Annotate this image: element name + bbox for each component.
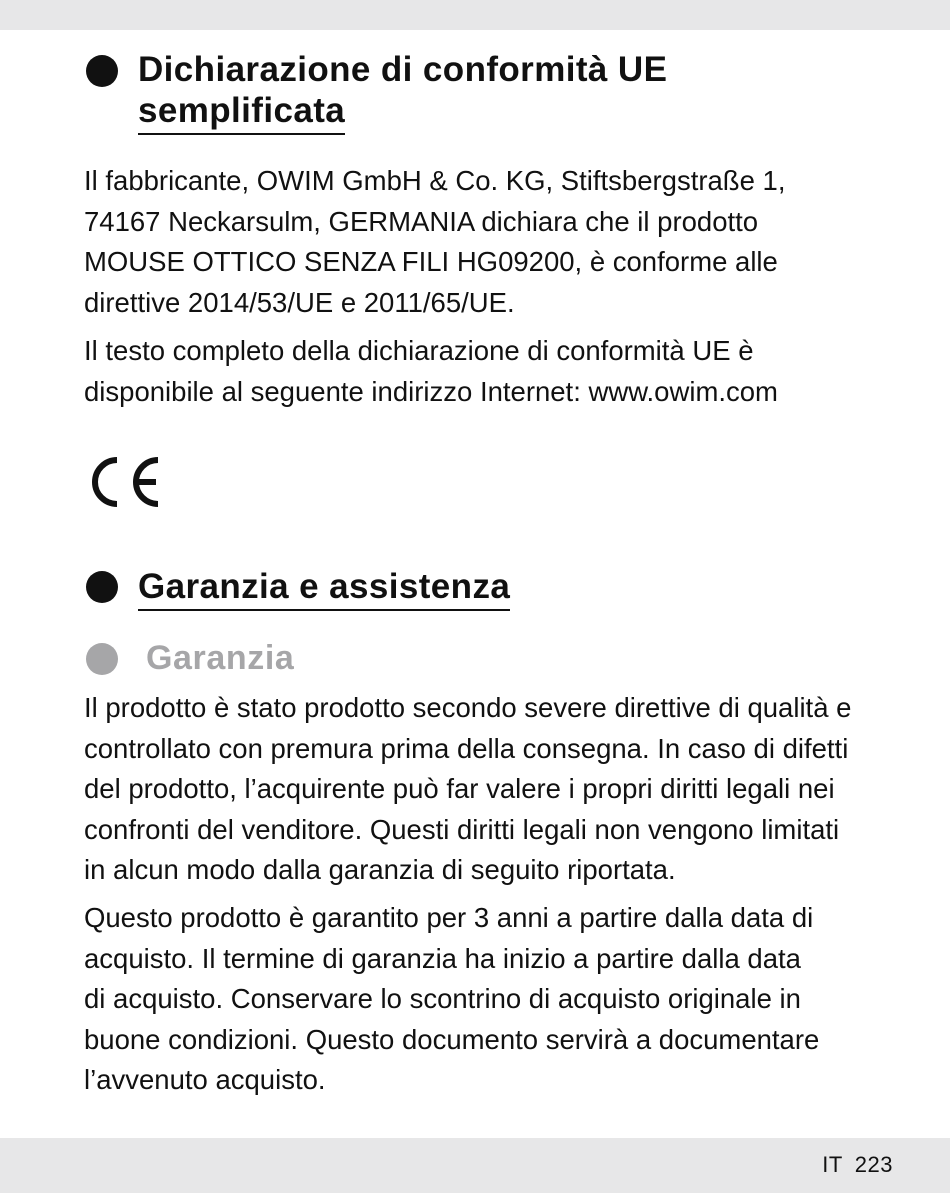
subheading-bullet-icon: [86, 643, 118, 675]
text-line: 74167 Neckarsulm, GERMANIA dichiara che il prodotto: [84, 205, 759, 237]
text-line: l’avvenuto acquisto.: [84, 1064, 326, 1095]
top-band: [0, 0, 950, 30]
warranty-heading-text: Garanzia e assistenza: [138, 567, 510, 611]
text-line: confronti del venditore. Questi diritti legali non vengono limitati: [84, 813, 840, 845]
text-line: controllato con premura prima della consegna. In caso di difetti: [84, 732, 849, 764]
text-line: acquisto. Il termine di garanzia ha inizio a partire dalla data: [84, 942, 801, 974]
text-line: Il testo completo della dichiarazione di conformità UE è: [84, 335, 754, 366]
warranty-paragraph-2: [84, 898, 904, 1101]
warranty-heading: [138, 566, 510, 607]
heading-bullet-icon: [86, 571, 118, 603]
text-line: del prodotto, l’acquirente può far valere i propri diritti legali nei: [84, 773, 835, 804]
ce-mark-icon: [84, 454, 162, 510]
page-number: 223: [854, 1152, 893, 1177]
declaration-paragraph-2: [84, 331, 904, 412]
declaration-heading-line2: semplificata: [138, 91, 345, 135]
warranty-subheading: Garanzia: [146, 639, 295, 677]
text-line: Il fabbricante, OWIM GmbH & Co. KG, Stiftsbergstraße 1,: [84, 165, 786, 196]
bottom-band: [0, 1138, 950, 1193]
text-line: di acquisto. Conservare lo scontrino di acquisto originale in: [84, 983, 801, 1014]
heading-bullet-icon: [86, 55, 118, 87]
text-line: direttive 2014/53/UE e 2011/65/UE.: [84, 286, 515, 318]
declaration-heading: [138, 49, 667, 131]
page-footer: [822, 1152, 893, 1178]
text-line: buone condizioni. Questo documento servirà a documentare: [84, 1023, 820, 1055]
declaration-paragraph-1: [84, 161, 904, 323]
warranty-paragraph-1: [84, 688, 904, 891]
text-line: disponibile al seguente indirizzo Internet: www.owim.com: [84, 375, 778, 407]
text-line: MOUSE OTTICO SENZA FILI HG09200, è conforme alle: [84, 246, 778, 277]
text-line: Il prodotto è stato prodotto secondo severe direttive di qualità e: [84, 692, 852, 723]
text-line: Questo prodotto è garantito per 3 anni a partire dalla data di: [84, 902, 814, 933]
text-line: in alcun modo dalla garanzia di seguito riportata.: [84, 854, 676, 885]
declaration-heading-line1: Dichiarazione di conformità UE: [138, 50, 668, 89]
language-code: IT: [822, 1152, 843, 1177]
